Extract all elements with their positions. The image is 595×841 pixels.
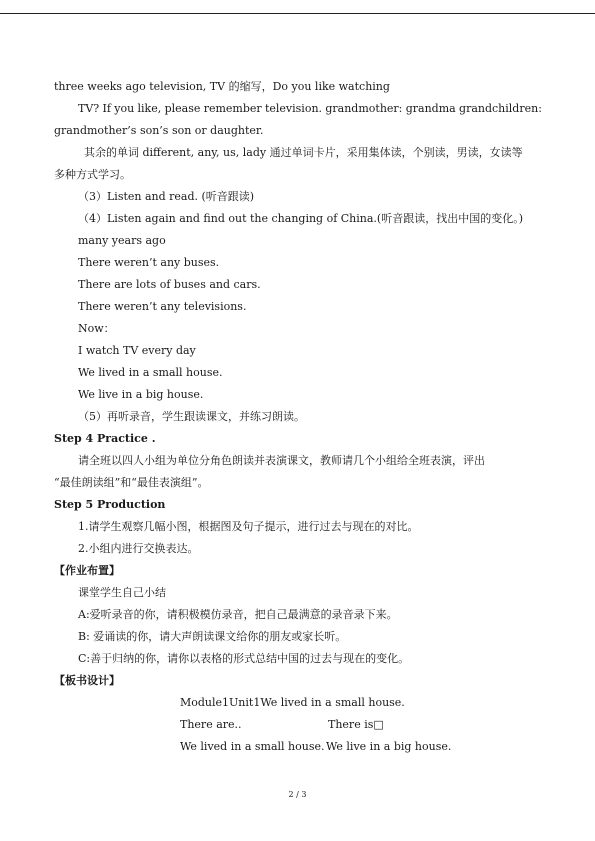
paragraph-line: 1.请学生观察几幅小图，根据图及句子提示，进行过去与现在的对比。 <box>78 520 419 533</box>
word: please <box>164 102 201 115</box>
paragraph-line: many years ago <box>78 234 166 247</box>
section-heading: Step 4 Practice . <box>54 432 156 445</box>
word: grandchildren: <box>459 102 542 115</box>
word: TV? <box>78 102 100 115</box>
paragraph-line: grandmother’s son’s son or daughter. <box>54 124 264 137</box>
paragraph-line: I watch TV every day <box>78 344 196 357</box>
paragraph-line: （3）Listen and read. (听音跟读) <box>78 190 255 203</box>
word: like, <box>137 102 162 115</box>
paragraph-line-justified <box>78 102 542 116</box>
board-cell: We live in a big house. <box>326 740 452 753</box>
paragraph-line: （4）Listen again and find out the changing of China.(听音跟读，找出中国的变化。) <box>78 212 524 225</box>
paragraph-line: 课堂学生自己小结 <box>78 586 166 599</box>
word: television. <box>264 102 323 115</box>
paragraph-line: 多种方式学习。 <box>54 168 131 181</box>
board-cell: There is□ <box>328 718 384 731</box>
paragraph-line: “最佳朗读组”和“最佳表演组”。 <box>54 476 209 489</box>
board-cell: We lived in a small house. <box>180 740 325 753</box>
paragraph-line: There weren’t any televisions. <box>78 300 247 313</box>
board-cell: There are.. <box>180 718 242 731</box>
paragraph-line: B: 爱诵读的你，请大声朗读课文给你的朋友或家长听。 <box>78 630 347 643</box>
word: you <box>114 102 135 115</box>
section-heading: 【作业布置】 <box>54 564 120 577</box>
section-heading: Step 5 Production <box>54 498 166 511</box>
word: grandmother: <box>325 102 403 115</box>
paragraph-line: There are lots of buses and cars. <box>78 278 261 291</box>
paragraph-line: We live in a big house. <box>78 388 204 401</box>
paragraph-line: A:爱听录音的你，请积极模仿录音，把自己最满意的录音录下来。 <box>78 608 398 621</box>
word: If <box>102 102 111 115</box>
paragraph-line: We lived in a small house. <box>78 366 223 379</box>
paragraph-line: C:善于归纳的你，请你以表格的形式总结中国的过去与现在的变化。 <box>78 652 410 665</box>
paragraph-line: three weeks ago television, TV 的缩写，Do you like watching <box>54 80 390 93</box>
board-title: Module1Unit1We lived in a small house. <box>180 696 405 709</box>
paragraph-line: （5）再听录音，学生跟读课文，并练习朗读。 <box>78 410 305 423</box>
paragraph-line: 2.小组内进行交换表达。 <box>78 542 199 555</box>
paragraph-line: 请全班以四人小组为单位分角色朗读并表演课文，教师请几个小组给全班表演，评出 <box>78 454 485 467</box>
paragraph-line: 其余的单词 different, any, us, lady 通过单词卡片，采用集体读，个别读，男读，女读等 <box>84 146 523 159</box>
word: remember <box>203 102 262 115</box>
section-heading: 【板书设计】 <box>54 674 120 687</box>
header-rule <box>0 13 595 14</box>
page-number: 2 / 3 <box>288 790 307 799</box>
word: grandma <box>405 102 456 115</box>
paragraph-line: There weren’t any buses. <box>78 256 220 269</box>
paragraph-line: Now： <box>78 322 115 335</box>
